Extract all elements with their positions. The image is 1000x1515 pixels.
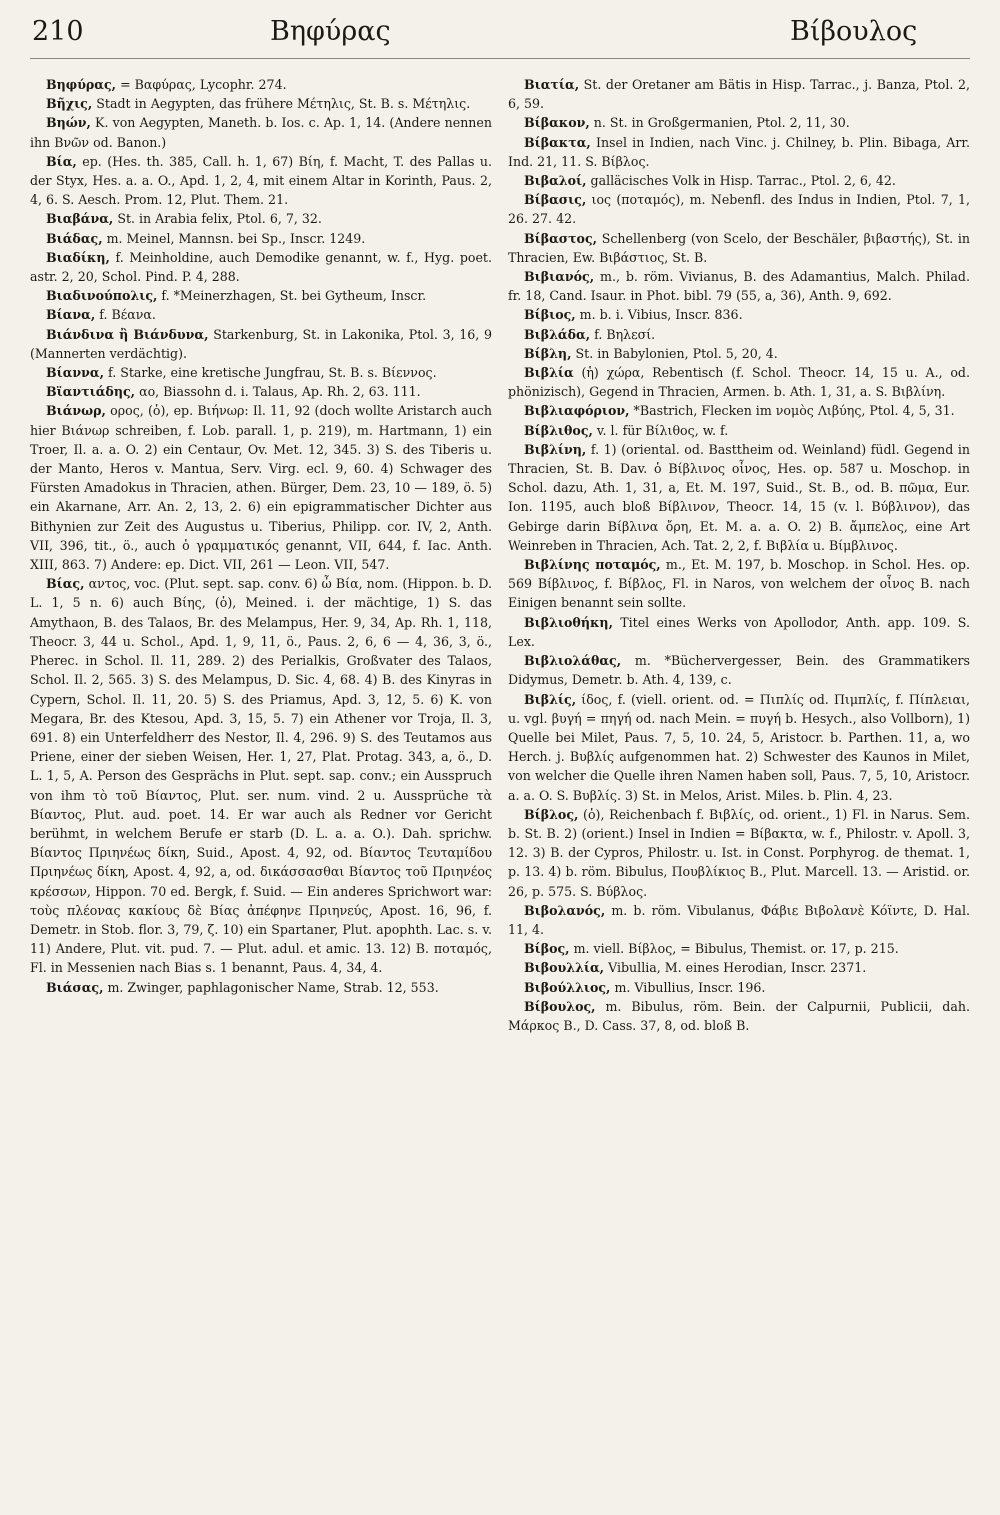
entry-headword: Βίβουλος, xyxy=(524,998,596,1014)
entry-text: m. *Büchervergesser, Bein. des Grammatikers Didymus, Demetr. b. Ath. 4, 139, c. xyxy=(508,653,971,688)
entry-headword: Βιβλίς, xyxy=(524,691,577,707)
entry-headword: Βιάνωρ, xyxy=(46,403,106,419)
entry-text: m., b. röm. Vivianus, B. des Adamantius, Malch. Philad. fr. 18, Cand. Isaur. in Phot. bibl. 79 (55, a, 36), Anth. 9, 692. xyxy=(508,269,971,304)
entry-headword: Βίβλη, xyxy=(524,345,572,361)
right-column xyxy=(508,75,970,1035)
dictionary-entry xyxy=(508,75,970,113)
entry-headword: Βιάδας, xyxy=(46,230,103,246)
entry-headword: Βιβλιαφόριον, xyxy=(524,403,630,419)
entry-text: m. b. röm. Vibulanus, Φάβιε Βιβολανὲ Κόϊντε, D. Hal. 11, 4. xyxy=(508,902,970,937)
entry-headword: Βίβλιθος, xyxy=(524,422,593,438)
entry-text: St. der Oretaner am Bätis in Hisp. Tarrac., j. Banza, Ptol. 2, 6, 59. xyxy=(508,77,970,112)
dictionary-entry xyxy=(508,363,970,401)
entry-headword: Βιβούλλιος, xyxy=(524,979,611,995)
entry-text: *Bastrich, Flecken im νομὸς Λιβύης, Ptol. 4, 5, 31. xyxy=(633,403,955,419)
entry-headword: Βιβλιοθήκη, xyxy=(524,614,613,630)
entry-headword: Βιβιανός, xyxy=(524,269,595,285)
dictionary-entry xyxy=(508,939,970,958)
entry-text: St. in Babylonien, Ptol. 5, 20, 4. xyxy=(575,345,778,361)
entry-headword: Βιαβάνα, xyxy=(46,211,114,227)
entry-headword: Βιβλιολάθας, xyxy=(524,653,622,669)
entry-text: St. in Arabia felix, Ptol. 6, 7, 32. xyxy=(117,211,322,227)
entry-text: v. l. für Βίλιθος, w. f. xyxy=(596,422,729,438)
entry-text: αο, Biassohn d. i. Talaus, Ap. Rh. 2, 63. 111. xyxy=(139,384,421,400)
entry-headword: Βίβιος, xyxy=(524,307,576,323)
entry-headword: Βιατία, xyxy=(524,77,580,92)
dictionary-entry xyxy=(30,363,492,382)
entry-text: m. viell. Βίβλος, = Bibulus, Themist. or. 17, p. 215. xyxy=(573,941,899,957)
entry-headword: Βιβολανός, xyxy=(524,902,606,918)
entry-headword: Βίβος, xyxy=(524,941,570,957)
entry-text: ορος, (ὁ), ep. Βιήνωρ: Il. 11, 92 (doch wollte Aristarch auch hier Βιάνωρ schreiben, f. Lob. parall. 1, p. 219), m. Hartmann, 1) ein Troer, Il. a. a. O. 2) ein Centaur, Ov. Met. 12, 345. 3) S. des Tiberis u. der Manto, Heros v. Mantua, Serv. Virg. ecl. 9, 60. 4) Schwager des Fürsten Amadokus in Thracien, athen. Bürger, Dem. 23, 10 — 189, ö. 5) ein Akarnane, Arr. An. 2, 13, 2. 6) ein epigrammatischer Dichter aus Bithynien zur Zeit des Augustus u. Tiberius, Philipp. cor. IV, 2, Anth. VII, 396, tit., ö., auch ὁ γραμματικός genannt, VII, 644, f. Iac. Anth. XIII, 863. 7) Andere: ep. Dict. VII, 261 — Leon. VII, 547. xyxy=(30,403,492,573)
dictionary-entry xyxy=(508,805,970,901)
dictionary-entry xyxy=(508,267,970,305)
entry-headword: Βιαδίκη, xyxy=(46,249,110,265)
entry-text: f. Βέανα. xyxy=(99,307,156,323)
dictionary-entry xyxy=(508,133,970,171)
entry-text: m. Bibulus, röm. Bein. der Calpurnii, Publicii, dah. Μάρκος Β., D. Cass. 37, 8, od. bloß Β. xyxy=(508,998,970,1033)
entry-text: n. St. in Großgermanien, Ptol. 2, 11, 30. xyxy=(593,115,850,131)
entry-headword: Βίβακον, xyxy=(524,115,590,131)
entry-text: f. 1) (oriental. od. Basttheim od. Weinland) füdl. Gegend in Thracien, St. B. Dav. ὁ Βίβλινος οἶνος, Hes. op. 587 u. Moschop. in Schol. dazu, Ath. 1, 31, a, Et. M. 197, Suid., St. B., od. Β. πῶμα, Eur. Ion. 1195, auch bloß Βίβλινον, Theocr. 14, 15 (v. l. Βύβλινον), das Gebirge darin Βίβλινα ὄρη, Et. M. a. a. O. 2) Β. ἄμπελος, eine Art Weinreben in Thracien, Ach. Tat. 2, 2, f. Βιβλία u. Βίμβλινος. xyxy=(508,441,970,553)
entry-text: m. b. i. Vibius, Inscr. 836. xyxy=(579,307,743,323)
entry-text: f. *Meinerzhagen, St. bei Gytheum, Inscr. xyxy=(161,288,427,304)
entry-headword: Βίας, xyxy=(46,576,85,592)
dictionary-entry xyxy=(508,229,970,267)
dictionary-entry xyxy=(508,325,970,344)
entry-headword: Βίβλος, xyxy=(524,806,579,822)
dictionary-entry xyxy=(30,75,492,94)
dictionary-entry xyxy=(30,152,492,210)
dictionary-entry xyxy=(30,401,492,574)
dictionary-entry xyxy=(30,286,492,305)
entry-text: (ἡ) χώρα, Rebentisch (f. Schol. Theocr. 14, 15 u. A., od. phönizisch), Gegend in Thracien, Armen. b. Ath. 1, 31, a. S. Βιβλίνη. xyxy=(508,365,970,400)
dictionary-entry xyxy=(30,325,492,363)
entry-text: f. Starke, eine kretische Jungfrau, St. B. s. Βίεννος. xyxy=(108,365,437,381)
page-header xyxy=(30,14,970,59)
entry-text: Vibullia, M. eines Herodian, Inscr. 2371. xyxy=(608,960,867,976)
left-running-head: Βηφύρας xyxy=(270,16,391,47)
entry-text: f. Βηλεσί. xyxy=(594,326,656,342)
entry-headword: Βιβλίνη, xyxy=(524,441,587,457)
entry-text: m. Meinel, Mannsn. bei Sp., Inscr. 1249. xyxy=(106,230,366,246)
entry-headword: Βιάσας, xyxy=(46,979,104,995)
entry-headword: Βιάνδινα ἢ Βιάνδυνα, xyxy=(46,326,209,342)
dictionary-entry xyxy=(30,248,492,286)
entry-text: Titel eines Werks von Apollodor, Anth. app. 109. S. Lex. xyxy=(508,614,970,649)
dictionary-entry xyxy=(508,978,970,997)
dictionary-entry xyxy=(508,651,970,689)
dictionary-entry xyxy=(508,901,970,939)
entry-headword: Βιβλάδα, xyxy=(524,326,591,342)
entry-headword: Βιβουλλία, xyxy=(524,960,605,976)
entry-text: ep. (Hes. th. 385, Call. h. 1, 67) Βίη, f. Macht, T. des Pallas u. der Styx, Hes. a. a. O., Apd. 1, 2, 4, mit einem Altar in Korinth, Paus. 2, 4, 6. S. Aesch. Prom. 12, Plut. Them. 21. xyxy=(30,153,492,208)
entry-text: m., Et. M. 197, b. Moschop. in Schol. Hes. op. 569 Βίβλινος, f. Βίβλος, Fl. in Naros, von welchem der οἶνος Β. nach Einigen benannt sein sollte. xyxy=(508,557,970,611)
dictionary-entry xyxy=(30,209,492,228)
entry-text: galläcisches Volk in Hisp. Tarrac., Ptol. 2, 6, 42. xyxy=(590,173,896,189)
dictionary-entry xyxy=(508,344,970,363)
dictionary-entry xyxy=(30,113,492,151)
entry-text: ιος (ποταμός), m. Nebenfl. des Indus in Indien, Ptol. 7, 1, 26. 27. 42. xyxy=(508,192,970,227)
columns xyxy=(30,75,970,1035)
entry-text: K. von Aegypten, Maneth. b. Ios. c. Ap. 1, 14. (Andere nennen ihn Βνῶν od. Banon.) xyxy=(30,115,492,150)
dictionary-entry xyxy=(30,382,492,401)
entry-headword: Βῆχις, xyxy=(46,96,93,112)
dictionary-entry xyxy=(30,229,492,248)
entry-headword: Βίανα, xyxy=(46,307,96,323)
entry-text: Stadt in Aegypten, das frühere Μέτηλις, St. B. s. Μέτηλις. xyxy=(96,96,471,112)
dictionary-entry xyxy=(508,113,970,132)
entry-headword: Βιβλία xyxy=(524,365,574,381)
dictionary-entry xyxy=(508,171,970,190)
dictionary-entry xyxy=(30,94,492,113)
dictionary-entry xyxy=(30,574,492,977)
entry-text: ίδος, f. (viell. orient. od. = Πιπλίς od. Πιμπλίς, f. Πίπλειαι, u. vgl. βυγή = πηγή od. nach Mein. = πυγή b. Hesych., also Vollborn), 1) Quelle bei Milet, Paus. 7, 5, 10. 24, 5, Aristocr. b. Parthen. 11, a, wo Herch. j. Βυβλίς aufgenommen hat. 2) Schwester des Kaunos in Milet, von welcher die Quelle ihren Namen haben soll, Paus. 7, 5, 10, Aristocr. a. a. O. S. Βυβλίς. 3) St. in Melos, Arist. Miles. b. Plin. 4, 23. xyxy=(508,691,970,803)
dictionary-entry xyxy=(30,305,492,324)
entry-text: = Βαφύρας, Lycophr. 274. xyxy=(120,77,287,92)
entry-text: m. Zwinger, paphlagonischer Name, Strab. 12, 553. xyxy=(107,979,439,995)
entry-headword: Βϊαντιάδης, xyxy=(46,384,136,400)
dictionary-entry xyxy=(508,421,970,440)
dictionary-entry xyxy=(508,958,970,977)
entry-headword: Βηών, xyxy=(46,115,91,131)
entry-headword: Βίβακτα, xyxy=(524,134,591,150)
dictionary-entry xyxy=(508,401,970,420)
entry-headword: Βιβλίνης ποταμός, xyxy=(524,557,661,573)
entry-text: Insel in Indien, nach Vinc. j. Chilney, b. Plin. Bibaga, Arr. Ind. 21, 11. S. Βίβλος. xyxy=(508,134,970,169)
entry-headword: Βίβαστος, xyxy=(524,230,598,246)
entry-headword: Βίβασις, xyxy=(524,192,587,208)
dictionary-entry xyxy=(508,440,970,555)
dictionary-entry xyxy=(508,190,970,228)
dictionary-entry xyxy=(508,613,970,651)
entry-text: Schellenberg (von Scelo, der Beschäler, βιβαστής), St. in Thracien, Ew. Βιβάστιος, St. B. xyxy=(508,230,970,265)
entry-headword: Βιβαλοί, xyxy=(524,173,587,189)
dictionary-entry xyxy=(508,997,970,1035)
entry-text: Starkenburg, St. in Lakonika, Ptol. 3, 16, 9 (Mannerten verdächtig). xyxy=(30,326,493,361)
left-column xyxy=(30,75,492,1035)
right-running-head: Βίβουλος xyxy=(790,16,918,47)
entry-text: m. Vibullius, Inscr. 196. xyxy=(614,979,766,995)
page-number: 210 xyxy=(32,16,84,47)
dictionary-entry xyxy=(508,305,970,324)
entry-headword: Βίαννα, xyxy=(46,365,104,381)
entry-text: f. Meinholdine, auch Demodike genannt, w. f., Hyg. poet. astr. 2, 20, Schol. Pind. P. 4, 288. xyxy=(30,249,492,285)
dictionary-entry xyxy=(508,555,970,613)
dictionary-entry xyxy=(30,978,492,997)
entry-headword: Βία, xyxy=(46,153,77,169)
dictionary-entry xyxy=(508,690,970,805)
entry-text: αντος, voc. (Plut. sept. sap. conv. 6) ὦ Βία, nom. (Hippon. b. D. L. 1, 5 n. 6) auch Βίης, (ὁ), Meined. i. der mächtige, 1) S. das Amythaon, B. des Talaos, Br. des Melampus, Her. 9, 34, Ap. Rh. 1, 118, Theocr. 3, 44 u. Schol., Apd. 1, 9, 11, ö., Paus. 2, 6, 6 — 4, 36, 3, ö., Pherec. in Schol. Il. 11, 289. 2) des Perialkis, Großvater des Talaos, Schol. Il. 2, 565. 3) S. des Melampus, D. Sic. 4, 68. 4) B. des Kinyras in Cypern, Schol. Il. 11, 20. 5) S. des Priamus, Apd. 3, 12, 5. 6) K. von Megara, Br. des Ktesou, Apd. 3, 15, 5. 7) ein Athener vor Troja, Il. 3, 691. 8) ein Unterfeldherr des Nestor, Il. 4, 296. 9) S. des Teutamos aus Priene, einer der sieben Weisen, Her. 1, 27, Plat. Protag. 343, a, ö., D. L. 1, 5, A. Person des Gesprächs in Plut. sept. sap. conv.; ein Ausspruch von ihm τὸ τοῦ Βίαντος, Plut. ser. num. vind. 2 u. Aussprüche τὰ Βίαντος, Plut. aud. poet. 14. Er war auch als Redner vor Gericht berühmt, in welchem Berufe er starb (D. L. a. a. O.). Dah. sprichw. Βίαντος Πριηνέως δίκη, Suid., Apost. 4, 92, od. Βίαντος Τευταμίδου Πριηνέως δίκη, Apost. 4, 92, a, od. δικάσσασθαι Βίαντος τοῦ Πριηνέος κρέσσων, Hippon. 70 ed. Bergk, f. Suid. — Ein anderes Sprichwort war: τοὺς πλέονας κακίους δὲ Βίας ἀπέφηνε Πριηνεύς, Apost. 16, 96, f. Demetr. in Stob. flor. 3, 79, ζ. 10) ein Spartaner, Plut. apophth. Lac. s. v. 11) Andere, Plut. vit. pud. 7. — Plut. adul. et amic. 13. 12) Β. ποταμός, Fl. in Messenien nach Bias s. 1 benannt, Paus. 4, 34, 4. xyxy=(30,576,492,976)
entry-headword: Βηφύρας, xyxy=(46,77,117,92)
entry-headword: Βιαδινούπολις, xyxy=(46,288,158,304)
entry-text: (ὁ), Reichenbach f. Βιβλίς, od. orient., 1) Fl. in Narus. Sem. b. St. B. 2) (orient.) Insel in Indien = Βίβακτα, w. f., Philostr. v. Apoll. 3, 12. 3) B. der Cypros, Philostr. u. Ist. in Const. Porphyrog. de themat. 1, p. 13. 4) b. röm. Bibulus, Πουβλίκιος Β., Plut. Marcell. 13. — Aristid. or. 26, p. 575. S. Βύβλος. xyxy=(508,806,970,899)
